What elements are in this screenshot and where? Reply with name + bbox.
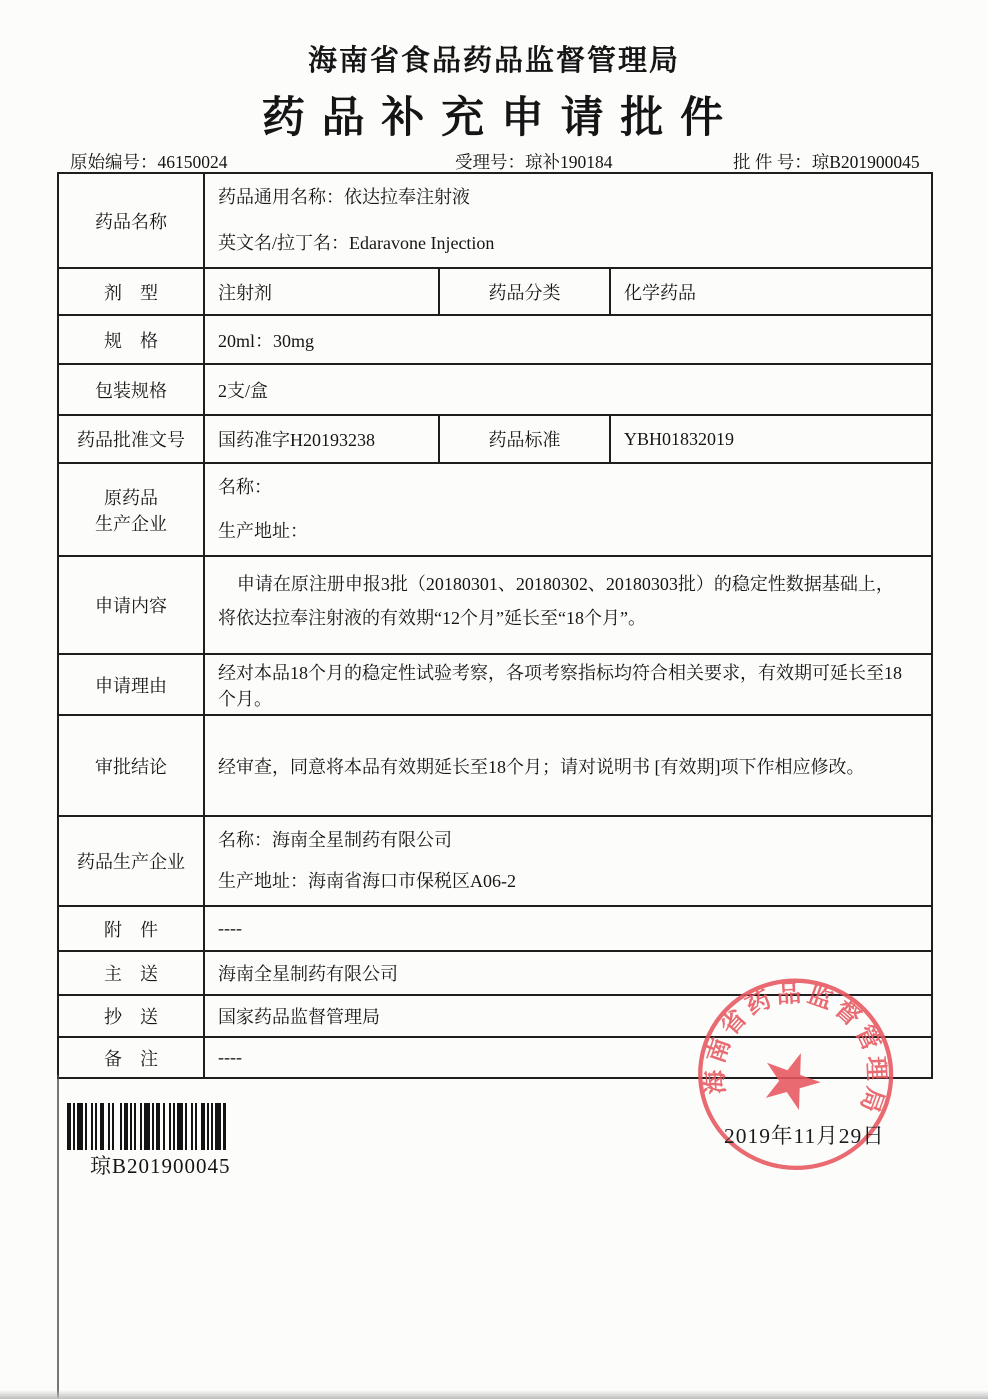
remark-label: 备 注 (59, 1038, 205, 1077)
issuing-authority: 海南省食品药品监督管理局 (307, 45, 680, 77)
table-row-original-manufacturer (59, 462, 931, 555)
approval-number (733, 149, 920, 174)
main-send-value: 海南全星制药有限公司 (218, 964, 398, 984)
document-numbers-row (0, 149, 988, 173)
application-reason-label: 申请理由 (59, 655, 205, 714)
table-row-spec (59, 314, 931, 363)
approval-table (57, 172, 933, 1079)
original-number (70, 149, 228, 174)
barcode-text: 琼B201900045 (90, 1154, 231, 1178)
table-row-pack-spec (59, 363, 931, 414)
drug-name-value (205, 174, 931, 267)
original-manufacturer-name: 名称： (218, 477, 272, 497)
table-row-drug-name (59, 174, 931, 267)
original-number-label: 原始编号： (70, 152, 158, 172)
copy-send-value: 国家药品监督管理局 (218, 1007, 380, 1027)
original-manufacturer-label-line1: 原药品 (104, 487, 158, 508)
drug-generic-name: 药品通用名称：依达拉奉注射液 (218, 187, 470, 207)
dosage-form-label: 剂 型 (59, 269, 205, 314)
acceptance-number-label: 受理号： (455, 152, 525, 172)
attachment-label: 附 件 (59, 907, 205, 950)
original-manufacturer-label-line2: 生产企业 (95, 513, 167, 534)
table-row-application-reason (59, 653, 931, 714)
approval-number-label: 批 件 号： (733, 152, 812, 172)
drug-category-value: 化学药品 (624, 282, 696, 303)
pack-spec-label: 包装规格 (59, 365, 205, 414)
acceptance-number (455, 149, 613, 174)
main-send-label: 主 送 (59, 952, 205, 994)
remark-value: ---- (218, 1047, 242, 1067)
spec-label: 规 格 (59, 316, 205, 363)
star-icon: ★ (744, 1027, 838, 1133)
original-manufacturer-value (205, 464, 931, 555)
copy-send-label: 抄 送 (59, 996, 205, 1036)
table-row-application-content (59, 555, 931, 653)
approval-conclusion-value: 经审查，同意将本品有效期延长至18个月；请对说明书 [有效期]项下作相应修改。 (218, 756, 865, 777)
scan-edge-shadow (0, 1390, 988, 1399)
approval-date: 2019年11月29日 (724, 1124, 885, 1148)
original-manufacturer-label (59, 464, 205, 555)
manufacturer-address: 生产地址：海南省海口市保税区A06-2 (218, 871, 516, 891)
acceptance-number-value: 琼补190184 (525, 152, 613, 172)
spec-value: 20ml：30mg (218, 330, 315, 351)
drug-standard-label: 药品标准 (440, 416, 611, 462)
table-row-attachment (59, 905, 931, 950)
attachment-value: ---- (218, 918, 242, 938)
drug-english-name: 英文名/拉丁名：Edaravone Injection (218, 233, 495, 253)
document-title: 药 品 补 充 申 请 批 件 (261, 95, 727, 142)
application-content-text: 申请在原注册申报3批（20180301、20180302、20180303批）的稳定性数据基础上，将依达拉奉注射液的有效期“12个月”延长至“18个月”。 (218, 574, 894, 628)
barcode (67, 1103, 230, 1150)
table-row-approval-conclusion (59, 714, 931, 815)
manufacturer-name: 名称：海南全星制药有限公司 (218, 830, 452, 850)
drug-standard-value: YBH01832019 (624, 428, 735, 449)
table-row-dosage-form (59, 267, 931, 314)
manufacturer-value (205, 817, 931, 905)
table-row-manufacturer (59, 815, 931, 905)
drug-approval-no-label: 药品批准文号 (59, 416, 205, 462)
original-number-value: 46150024 (157, 152, 228, 172)
official-seal-stamp (674, 960, 915, 1198)
approval-number-value: 琼B201900045 (811, 152, 920, 172)
application-reason-value: 经对本品18个月的稳定性试验考察，各项考察指标均符合相关要求，有效期可延长至18个月。 (218, 662, 902, 709)
table-row-approval-number (59, 414, 931, 462)
manufacturer-label: 药品生产企业 (59, 817, 205, 905)
application-content-label: 申请内容 (59, 557, 205, 653)
approval-conclusion-label: 审批结论 (59, 716, 205, 815)
page-fold-line (57, 1075, 59, 1399)
barcode-bar (226, 1103, 230, 1150)
dosage-form-value: 注射剂 (205, 269, 440, 314)
drug-name-label: 药品名称 (59, 174, 205, 267)
drug-category-label: 药品分类 (440, 269, 611, 314)
pack-spec-value: 2支/盒 (218, 380, 269, 401)
drug-approval-no-value: 国药准字H20193238 (205, 416, 440, 462)
application-content-value (205, 557, 931, 653)
original-manufacturer-address: 生产地址： (218, 521, 308, 541)
seal-text: 海南省药品监督管理局 (701, 980, 890, 1120)
